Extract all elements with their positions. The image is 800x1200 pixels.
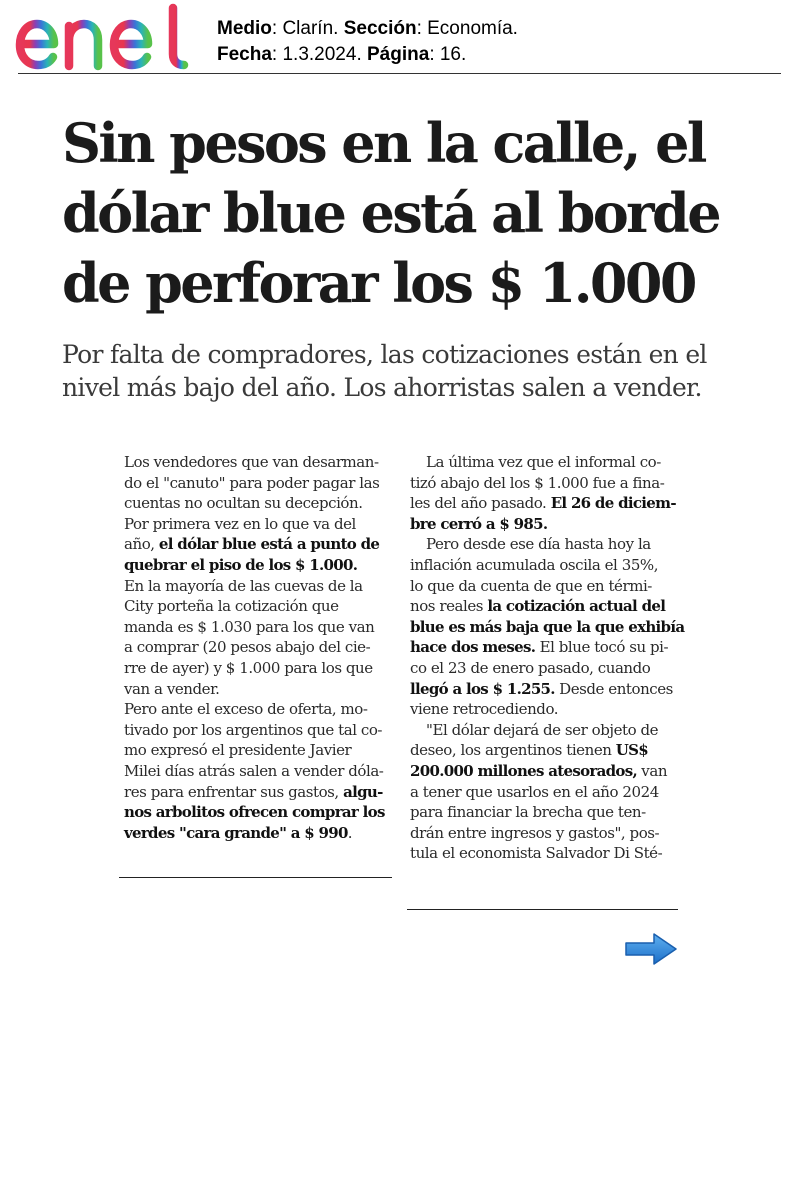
body-line: a comprar (20 pesos abajo del cie- <box>124 638 371 657</box>
body-line: Milei días atrás salen a vender dóla- <box>124 761 384 780</box>
medio-value: : Clarín. <box>271 18 344 39</box>
deck-line: nivel más bajo del año. Los ahorristas salen a vender. <box>62 373 702 402</box>
enel-logo-icon <box>14 2 190 72</box>
body-line: viene retrocediendo. <box>410 700 559 719</box>
body-line: año, el dólar blue está a punto de <box>124 535 380 554</box>
seccion-value: : Economía. <box>416 18 518 39</box>
body-line: tula el economista Salvador Di Sté- <box>410 844 663 863</box>
body-line: City porteña la cotización que <box>124 597 339 616</box>
fecha-label: Fecha <box>217 44 272 65</box>
body-line: 200.000 millones atesorados, van <box>410 761 668 780</box>
deck-line: Por falta de compradores, las cotizaciones están en el <box>62 340 707 369</box>
body-line: res para enfrentar sus gastos, algu- <box>124 782 383 801</box>
body-line: cuentas no ocultan su decepción. <box>124 494 363 513</box>
body-line: tizó abajo del los $ 1.000 fue a fina- <box>410 473 665 492</box>
body-line: les del año pasado. El 26 de diciem- <box>410 494 676 513</box>
seccion-label: Sección <box>343 18 417 39</box>
article-headline <box>62 108 762 318</box>
highlight-line: blue es más baja que la que exhibía <box>410 617 685 636</box>
article-column-right <box>410 452 685 864</box>
body-line: hace dos meses. El blue tocó su pi- <box>410 638 669 657</box>
highlight-text: El 26 de diciem- <box>550 494 676 513</box>
body-line: Pero desde ese día hasta hoy la <box>426 535 651 554</box>
body-line: rre de ayer) y $ 1.000 para los que <box>124 658 373 677</box>
body-line: co el 23 de enero pasado, cuando <box>410 658 651 677</box>
column-end-rule-right <box>407 909 678 910</box>
body-line: para financiar la brecha que ten- <box>410 803 646 822</box>
headline-line: de perforar los $ 1.000 <box>62 251 695 315</box>
body-line: nos reales la cotización actual del <box>410 597 666 616</box>
body-line: Pero ante el exceso de oferta, mo- <box>124 700 368 719</box>
header-divider <box>18 73 781 74</box>
body-line: a tener que usarlos en el año 2024 <box>410 782 659 801</box>
highlight-text: algu- <box>343 782 383 801</box>
column-end-rule-left <box>119 877 392 878</box>
highlight-line: quebrar el piso de los $ 1.000. <box>124 555 358 574</box>
body-line: manda es $ 1.030 para los que van <box>124 617 375 636</box>
fecha-value: : 1.3.2024. <box>271 44 367 65</box>
highlight-text: US$ <box>615 741 649 760</box>
highlight-text: 200.000 millones atesorados, <box>410 761 637 780</box>
pagina-label: Página <box>367 44 430 65</box>
article-column-left <box>124 452 392 843</box>
highlight-line: nos arbolitos ofrecen comprar los <box>124 803 385 822</box>
meta-line-1 <box>217 16 518 42</box>
publication-meta <box>217 16 518 68</box>
body-line: verdes "cara grande" a $ 990. <box>124 823 353 842</box>
highlight-text: llegó a los $ 1.255. <box>410 679 555 698</box>
headline-line: dólar blue está al borde <box>62 181 719 245</box>
body-line: inflación acumulada oscila el 35%, <box>410 555 659 574</box>
arrow-right-icon[interactable] <box>624 932 678 966</box>
body-line: tivado por los argentinos que tal co- <box>124 720 383 739</box>
body-line: deseo, los argentinos tienen US$ <box>410 741 649 760</box>
body-line: van a vender. <box>124 679 220 698</box>
highlight-text: la cotización actual del <box>487 597 666 616</box>
body-line: Por primera vez en lo que va del <box>124 514 356 533</box>
body-line: Los vendedores que van desarman- <box>124 453 379 471</box>
body-line: En la mayoría de las cuevas de la <box>124 576 363 595</box>
pagina-value: : 16. <box>429 44 467 65</box>
body-line: do el "canuto" para poder pagar las <box>124 473 380 492</box>
body-line: "El dólar dejará de ser objeto de <box>426 720 659 739</box>
medio-label: Medio <box>217 18 272 39</box>
body-line: drán entre ingresos y gastos", pos- <box>410 823 660 842</box>
body-line: lo que da cuenta de que en térmi- <box>410 576 652 595</box>
highlight-line: bre cerró a $ 985. <box>410 514 548 533</box>
headline-line: Sin pesos en la calle, el <box>62 111 705 175</box>
body-line: llegó a los $ 1.255. Desde entonces <box>410 679 673 698</box>
meta-line-2 <box>217 42 518 68</box>
article-deck <box>62 338 762 404</box>
body-line: La última vez que el informal co- <box>426 453 661 471</box>
body-line: mo expresó el presidente Javier <box>124 741 352 760</box>
highlight-text: verdes "cara grande" a $ 990 <box>124 823 348 842</box>
highlight-text: el dólar blue está a punto de <box>158 535 380 554</box>
highlight-text: hace dos meses. <box>410 638 536 657</box>
